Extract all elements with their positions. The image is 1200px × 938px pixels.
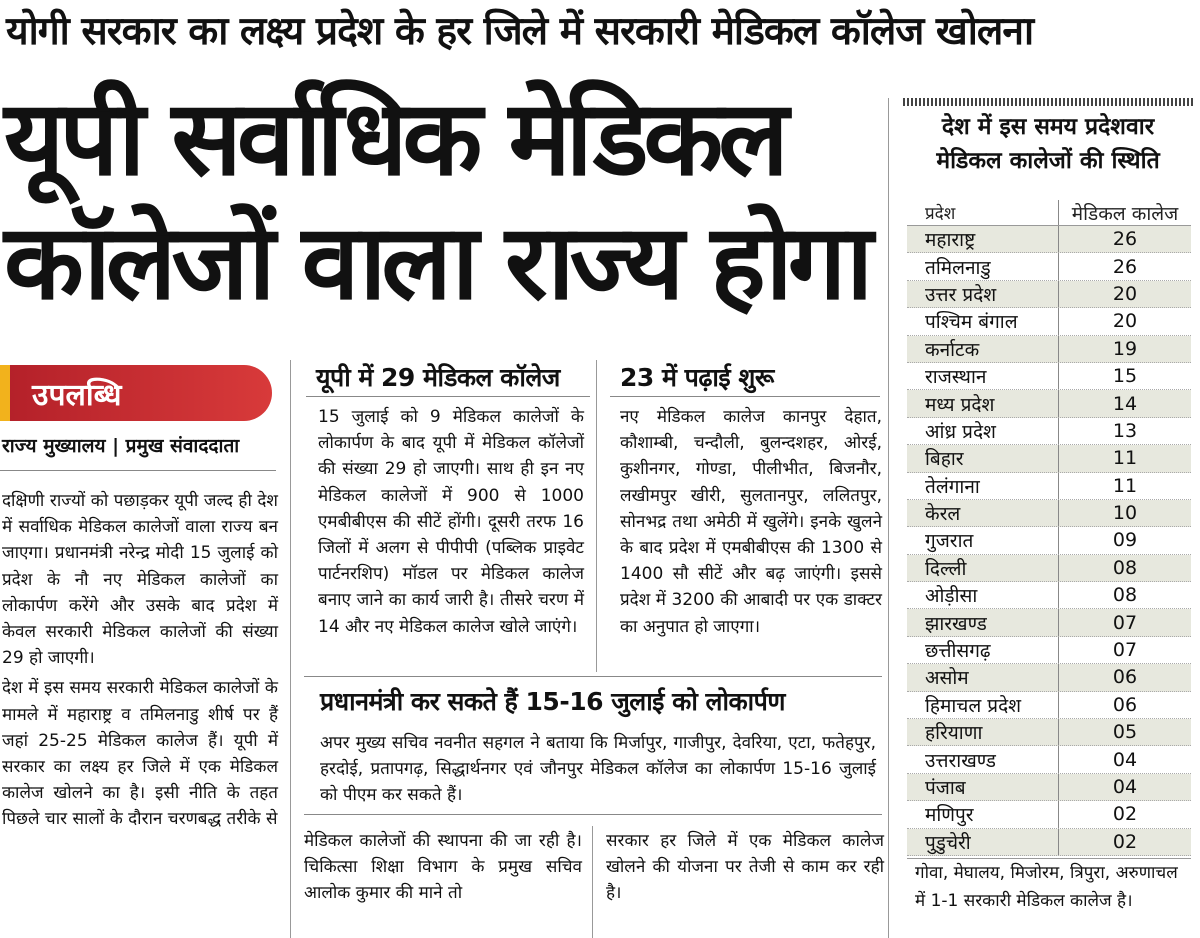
table-row — [907, 527, 1191, 554]
byline-divider — [0, 470, 276, 471]
row-state: पश्चिम बंगाल — [907, 308, 1059, 334]
row-state: बिहार — [907, 445, 1059, 471]
table-header — [907, 200, 1191, 226]
section3-text: अपर मुख्य सचिव नवनीत सहगल ने बताया कि मिर्जापुर, गाजीपुर, देवरिया, एटा, फतेहपुर, हरदोई, प्रतापगढ़, सिद्धार्थनगर एवं जौनपुर मेडिकल कॉलेज का लोकार्पण 15-16 जुलाई को पीएम कर सकते हैं। — [320, 733, 876, 806]
row-count: 02 — [1112, 830, 1138, 853]
table-row — [907, 774, 1191, 801]
achievement-tag — [0, 365, 272, 421]
row-count: 02 — [1112, 803, 1138, 826]
header-state: प्रदेश — [907, 200, 1059, 225]
row-state: हरियाणा — [907, 719, 1059, 745]
row-count: 07 — [1112, 611, 1138, 634]
section2-text: नए मेडिकल कालेज कानपुर देहात, कौशाम्बी, चन्दौली, बुलन्दशहर, ओरई, कुशीनगर, गोण्डा, पीलीभीत, बिजनौर, लखीमपुर खीरी, सुलतानपुर, ललितपुर, सोनभद्र तथा अमेठी में खुलेंगे। इनके खुलने के बाद प्रदेश में एमबीबीएस की 1300 से 1400 सौ सीटें और बढ़ जाएंगी। इससे प्रदेश में 3200 की आबादी पर एक डाक्टर का अनुपात हो जाएगा। — [620, 407, 882, 637]
row-count: 11 — [1112, 447, 1138, 470]
column-divider-1 — [290, 360, 291, 938]
table-row — [907, 719, 1191, 746]
table-row — [907, 445, 1191, 472]
row-state: मणिपुर — [907, 801, 1059, 827]
state-medical-college-table — [903, 98, 1195, 934]
table-footnote-line2: में 1-1 सरकारी मेडिकल कालेज है। — [915, 891, 1133, 911]
left-paragraph-1: दक्षिणी राज्यों को पछाड़कर यूपी जल्द ही देश में सर्वाधिक मेडिकल कालेजों वाला राज्य बन जाएगा। प्रधानमंत्री नरेन्द्र मोदी 15 जुलाई को प्रदेश के नौ नए मेडिकल कालेजों का लोकार्पण करेंगे और उसके बाद प्रदेश में केवल सरकारी मेडिकल कालेजों की संख्या 29 हो जाएगी। — [2, 491, 278, 669]
row-count: 10 — [1112, 502, 1138, 525]
row-state: आंध्र प्रदेश — [907, 418, 1059, 444]
row-count: 06 — [1112, 693, 1138, 716]
row-state: असोम — [907, 664, 1059, 690]
table-row — [907, 226, 1191, 253]
row-state: तेलंगाना — [907, 473, 1059, 499]
table-row — [907, 609, 1191, 636]
left-paragraph-2: देश में इस समय सरकारी मेडिकल कालेजों के मामले में महाराष्ट्र व तमिलनाडु शीर्ष पर हैं जहां 25-25 मेडिकल कालेज हैं। यूपी में सरकार का लक्ष्य हर जिले में एक मेडिकल कालेज खोलने का है। इसी नीति के तहत पिछले चार सालों के दौरान चरणबद्ध तरीके से — [2, 678, 278, 830]
table-row — [907, 829, 1191, 856]
row-count: 04 — [1112, 776, 1138, 798]
table-row — [907, 692, 1191, 719]
section2-title: 23 में पढ़ाई शुरू — [620, 363, 774, 392]
section3-title: प्रधानमंत्री कर सकते हैं 15-16 जुलाई को लोकार्पण — [320, 687, 785, 716]
section3-top-rule — [304, 676, 882, 677]
kicker-headline: योगी सरकार का लक्ष्य प्रदेश के हर जिले में सरकारी मेडिकल कॉलेज खोलना — [6, 9, 1034, 54]
row-state: झारखण्ड — [907, 609, 1059, 635]
table-row — [907, 253, 1191, 280]
header-count: मेडिकल कालेज — [1071, 203, 1179, 225]
row-state: दिल्ली — [907, 555, 1059, 581]
section2-title-rule — [610, 396, 880, 397]
bottom-text-column1: मेडिकल कालेजों की स्थापना की जा रही है। चिकित्सा शिक्षा विभाग के प्रमुख सचिव आलोक कुमार की माने तो — [304, 831, 582, 904]
row-count: 26 — [1112, 255, 1138, 278]
table-top-bar — [903, 98, 1193, 106]
row-count: 15 — [1112, 365, 1138, 388]
table-title — [903, 110, 1193, 178]
column-divider-4 — [888, 98, 889, 938]
row-state: पंजाब — [907, 774, 1059, 800]
row-count: 06 — [1112, 666, 1138, 689]
row-state: केरल — [907, 500, 1059, 526]
table-row — [907, 308, 1191, 335]
section1-text: 15 जुलाई को 9 मेडिकल कालेजों के लोकार्पण के बाद यूपी में मेडिकल कॉलेजों की संख्या 29 हो जाएगी। साथ ही इन नए मेडिकल कालेजों में 900 से 1000 एमबीबीएस की सीटें होंगी। दूसरी तरफ 16 जिलों में अलग से पीपीपी (पब्लिक प्राइवेट पार्टनरशिप) मॉडल पर मेडिकल कालेज बनाए जाने का कार्य जारी है। तीसरे चरण में 14 और नए मेडिकल कालेज खोले जाएंगे। — [318, 407, 584, 637]
column-divider-3 — [592, 826, 593, 938]
row-state: हिमाचल प्रदेश — [907, 692, 1059, 718]
table-row — [907, 664, 1191, 691]
table-row — [907, 500, 1191, 527]
row-count: 07 — [1112, 639, 1138, 662]
row-state: ओड़ीसा — [907, 582, 1059, 608]
table-title-line1: देश में इस समय प्रदेशवार — [941, 114, 1155, 140]
row-state: पुडुचेरी — [907, 829, 1059, 855]
table-body — [907, 226, 1191, 856]
table-row — [907, 363, 1191, 390]
row-state: कर्नाटक — [907, 336, 1059, 362]
row-count: 08 — [1112, 584, 1138, 607]
table-row — [907, 336, 1191, 363]
table-row — [907, 281, 1191, 308]
row-count: 20 — [1112, 310, 1138, 333]
table-footnote-line1: गोवा, मेघालय, मिजोरम, त्रिपुरा, अरुणाचल — [915, 863, 1178, 883]
achievement-tag-label: उपलब्धि — [32, 378, 122, 413]
row-state: छत्तीसगढ़ — [907, 637, 1059, 663]
row-state: मध्य प्रदेश — [907, 390, 1059, 416]
row-count: 04 — [1112, 748, 1138, 771]
table-row — [907, 555, 1191, 582]
row-state: महाराष्ट्र — [907, 226, 1059, 252]
main-headline-line1: यूपी सर्वाधिक मेडिकल — [4, 77, 784, 199]
row-state: उत्तर प्रदेश — [907, 281, 1059, 307]
row-state: तमिलनाडु — [907, 253, 1059, 279]
table-row — [907, 746, 1191, 773]
column-divider-2 — [596, 360, 597, 672]
row-state: उत्तराखण्ड — [907, 746, 1059, 772]
bottom-text-column2: सरकार हर जिले में एक मेडिकल कालेज खोलने की योजना पर तेजी से काम कर रही है। — [606, 831, 884, 904]
table-row — [907, 418, 1191, 445]
table-row — [907, 390, 1191, 417]
section3-bottom-rule — [304, 814, 882, 815]
table-footnote — [907, 858, 1191, 915]
table-row — [907, 801, 1191, 828]
byline: राज्य मुख्यालय | प्रमुख संवाददाता — [2, 435, 240, 457]
row-count: 09 — [1112, 529, 1138, 552]
left-article-column — [2, 488, 278, 837]
row-count: 13 — [1112, 419, 1138, 442]
row-count: 11 — [1112, 474, 1138, 497]
table-row — [907, 473, 1191, 500]
row-count: 08 — [1112, 556, 1138, 579]
section1-title: यूपी में 29 मेडिकल कॉलेज — [316, 363, 560, 392]
table-title-line2: मेडिकल कालेजों की स्थिति — [936, 148, 1160, 174]
row-state: राजस्थान — [907, 363, 1059, 389]
main-headline-line2: कॉलेजों वाला राज्य होगा — [4, 201, 869, 323]
row-count: 26 — [1112, 228, 1138, 251]
section1-title-rule — [306, 396, 590, 397]
row-count: 20 — [1112, 282, 1138, 305]
row-state: गुजरात — [907, 527, 1059, 553]
row-count: 05 — [1112, 721, 1138, 744]
table-row — [907, 637, 1191, 664]
row-count: 19 — [1112, 337, 1138, 360]
row-count: 14 — [1112, 392, 1138, 415]
table-row — [907, 582, 1191, 609]
